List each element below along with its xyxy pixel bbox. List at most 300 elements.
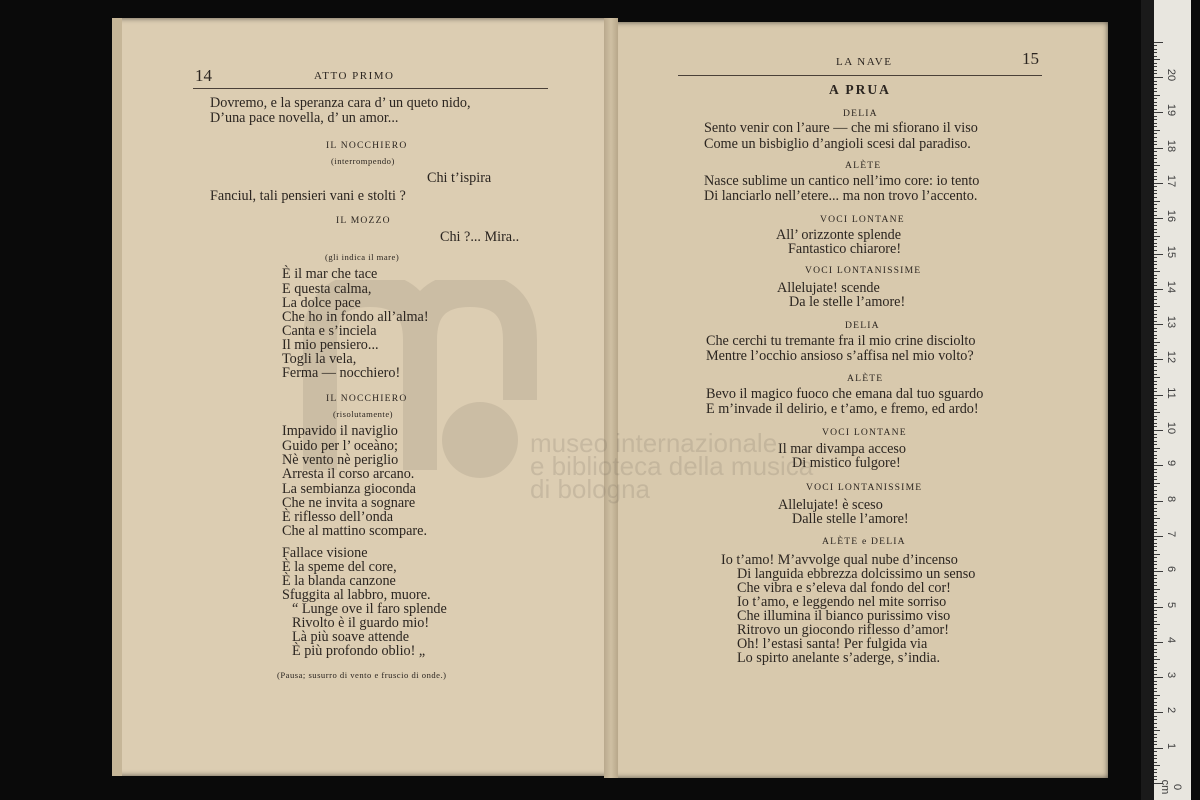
speaker-name: ALÈTE <box>847 373 884 384</box>
ruler-tick <box>1154 112 1163 113</box>
ruler-tick <box>1154 426 1157 427</box>
verse-line: E m’invade il delirio, e t’amo, e fremo, ed ardo! <box>706 401 979 417</box>
ruler-tick <box>1154 617 1157 618</box>
ruler-tick <box>1154 246 1157 247</box>
ruler-tick <box>1154 197 1157 198</box>
ruler-tick <box>1154 508 1157 509</box>
ruler-tick <box>1154 755 1157 756</box>
verse-line: Chi t’ispira <box>427 170 492 186</box>
measurement-ruler <box>1141 0 1191 800</box>
ruler-tick <box>1154 52 1157 53</box>
stage-direction: (Pausa; susurro di vento e fruscio di onde.) <box>277 670 447 680</box>
ruler-tick <box>1154 292 1157 293</box>
verse-line: Di lanciarlo nell’etere... ma non trovo l’accento. <box>704 188 978 204</box>
ruler-tick <box>1154 592 1157 593</box>
ruler-tick <box>1154 631 1157 632</box>
ruler-tick <box>1154 727 1157 728</box>
ruler-tick <box>1154 363 1157 364</box>
ruler-tick <box>1154 709 1157 710</box>
ruler-tick <box>1154 550 1157 551</box>
verse-line: “ Lunge ove il faro splende <box>292 601 447 617</box>
ruler-tick <box>1154 306 1160 307</box>
ruler-tick <box>1154 529 1157 530</box>
ruler-tick <box>1154 77 1163 78</box>
verse-line: La dolce pace <box>282 295 361 311</box>
speaker-name: IL NOCCHIERO <box>326 393 408 404</box>
ruler-number: 16 <box>1165 210 1177 223</box>
verse-line: Fanciul, tali pensieri vani e stolti ? <box>210 188 406 204</box>
verse-line: Che al mattino scompare. <box>282 523 427 539</box>
ruler-tick <box>1154 133 1157 134</box>
ruler-number: 9 <box>1165 460 1177 467</box>
ruler-tick <box>1154 165 1160 166</box>
watermark-line: di bologna <box>530 474 650 504</box>
ruler-tick <box>1154 751 1157 752</box>
ruler-tick <box>1154 652 1157 653</box>
ruler-tick <box>1154 748 1163 749</box>
ruler-tick <box>1154 402 1157 403</box>
stage-direction: (interrompendo) <box>331 156 395 166</box>
ruler-tick <box>1154 137 1157 138</box>
ruler-tick <box>1154 232 1157 233</box>
ruler-tick <box>1154 571 1163 572</box>
ruler-tick <box>1154 405 1157 406</box>
ruler-tick <box>1154 314 1157 315</box>
ruler-tick <box>1154 419 1157 420</box>
stage-direction: (risolutamente) <box>333 409 393 419</box>
verse-line: È la blanda canzone <box>282 573 396 589</box>
ruler-tick <box>1154 441 1157 442</box>
ruler-tick <box>1154 366 1157 367</box>
ruler-tick <box>1154 497 1157 498</box>
ruler-tick <box>1154 635 1157 636</box>
ruler-tick <box>1154 229 1157 230</box>
verse-line: Come un bisbiglio d’angioli scesi dal paradiso. <box>704 136 971 152</box>
ruler-tick <box>1154 257 1157 258</box>
ruler-number: 4 <box>1165 636 1177 643</box>
verse-line: Dovremo, e la speranza cara d’ un queto nido, <box>210 95 471 111</box>
ruler-tick <box>1154 578 1157 579</box>
verse-line: Di mistico fulgore! <box>792 455 901 471</box>
ruler-tick <box>1154 395 1163 396</box>
ruler-tick <box>1154 268 1157 269</box>
verse-line: Il mar divampa acceso <box>778 441 907 457</box>
ruler-tick <box>1154 208 1157 209</box>
ruler-number: 13 <box>1165 315 1177 329</box>
verse-line: Fallace visione <box>282 545 368 561</box>
ruler-number: 5 <box>1165 601 1177 608</box>
ruler-tick <box>1154 455 1157 456</box>
ruler-tick <box>1154 218 1163 219</box>
ruler-tick <box>1154 434 1157 435</box>
verse-line: La sembianza gioconda <box>282 481 416 497</box>
verse-line: È riflesso dell’onda <box>282 509 394 525</box>
ruler-tick <box>1154 123 1157 124</box>
stage-direction: (gli indica il mare) <box>325 252 400 262</box>
ruler-tick <box>1154 352 1157 353</box>
ruler-tick <box>1154 84 1157 85</box>
ruler-tick <box>1154 98 1157 99</box>
ruler-number: 12 <box>1165 351 1177 364</box>
ruler-number: 6 <box>1165 566 1177 573</box>
verse-line: Sento venir con l’aure — che mi sfiorano il viso <box>704 120 978 136</box>
ruler-tick <box>1154 73 1157 74</box>
ruler-tick <box>1154 677 1163 678</box>
ruler-tick <box>1154 568 1157 569</box>
speaker-name: VOCI LONTANISSIME <box>806 482 923 493</box>
ruler-tick <box>1154 688 1157 689</box>
ruler-number: 19 <box>1165 104 1177 117</box>
ruler-tick <box>1154 56 1157 57</box>
ruler-tick <box>1154 681 1157 682</box>
ruler-tick <box>1154 614 1157 615</box>
speaker-name: IL MOZZO <box>336 215 391 226</box>
ruler-tick <box>1154 116 1157 117</box>
ruler-tick <box>1154 328 1157 329</box>
ruler-tick <box>1154 765 1160 766</box>
ruler-tick <box>1154 377 1160 378</box>
ruler-tick <box>1154 525 1157 526</box>
ruler-tick <box>1154 518 1160 519</box>
ruler-tick <box>1154 603 1157 604</box>
verse-line: Mentre l’occhio ansioso s’affisa nel mio volto? <box>706 348 974 364</box>
speaker-name: DELIA <box>845 320 880 331</box>
ruler-tick <box>1154 162 1157 163</box>
ruler-tick <box>1154 81 1157 82</box>
ruler-tick <box>1154 264 1157 265</box>
running-head-right: LA NAVE <box>836 56 893 68</box>
ruler-tick <box>1154 649 1157 650</box>
ruler-tick <box>1154 667 1157 668</box>
ruler-tick <box>1154 109 1157 110</box>
ruler-tick <box>1154 95 1160 96</box>
verse-line: È più profondo oblio! „ <box>292 643 426 659</box>
ruler-tick <box>1154 695 1160 696</box>
ruler-tick <box>1154 779 1157 780</box>
ruler-tick <box>1154 155 1157 156</box>
verse-line: Nasce sublime un cantico nell’imo core: io tento <box>704 173 980 189</box>
ruler-tick <box>1154 148 1163 149</box>
ruler-tick <box>1154 564 1157 565</box>
verse-line: Oh! l’estasi santa! Per fulgida via <box>737 636 928 652</box>
ruler-tick <box>1154 296 1157 297</box>
ruler-tick <box>1154 486 1157 487</box>
ruler-tick <box>1154 734 1157 735</box>
verse-line: Sfuggita al labbro, muore. <box>282 587 431 603</box>
ruler-tick <box>1154 359 1163 360</box>
verse-line: Togli la vela, <box>282 351 357 367</box>
ruler-tick <box>1154 66 1157 67</box>
verse-line: È la speme del core, <box>282 559 397 575</box>
verse-line: È il mar che tace <box>282 266 378 282</box>
ruler-tick <box>1154 151 1157 152</box>
ruler-tick <box>1154 684 1157 685</box>
ruler-tick <box>1154 702 1157 703</box>
speaker-name: ALÈTE e DELIA <box>822 536 906 547</box>
ruler-tick <box>1154 126 1157 127</box>
ruler-tick <box>1154 423 1157 424</box>
ruler-tick <box>1154 225 1157 226</box>
ruler-tick <box>1154 585 1157 586</box>
ruler-tick <box>1154 522 1157 523</box>
ruler-tick <box>1154 554 1160 555</box>
ruler-number: 20 <box>1165 68 1177 82</box>
verse-line: Da le stelle l’amore! <box>789 294 906 310</box>
ruler-tick <box>1154 772 1157 773</box>
ruler-tick <box>1154 119 1157 120</box>
ruler-tick <box>1154 63 1157 64</box>
ruler-number: 7 <box>1165 530 1177 537</box>
ruler-tick <box>1154 638 1157 639</box>
running-head-left: ATTO PRIMO <box>314 70 395 82</box>
ruler-number: 8 <box>1165 495 1177 502</box>
ruler-tick <box>1154 345 1157 346</box>
ruler-tick <box>1154 698 1157 699</box>
ruler-tick <box>1154 388 1157 389</box>
ruler-tick <box>1154 141 1157 142</box>
ruler-tick <box>1154 730 1160 731</box>
verse-line: Ritrovo un giocondo riflesso d’amor! <box>737 622 949 638</box>
ruler-tick <box>1154 211 1157 212</box>
ruler-tick <box>1154 317 1157 318</box>
verse-line: Che cerchi tu tremante fra il mio crine disciolto <box>706 333 976 349</box>
ruler-tick <box>1154 596 1157 597</box>
ruler-tick <box>1154 469 1157 470</box>
ruler-tick <box>1154 88 1157 89</box>
ruler-tick <box>1154 515 1157 516</box>
ruler-tick <box>1154 670 1157 671</box>
ruler-tick <box>1154 628 1157 629</box>
ruler-tick <box>1154 501 1163 502</box>
watermark-line: museo internazionale <box>530 428 778 458</box>
ruler-tick <box>1154 201 1160 202</box>
page-number-right: 15 <box>1022 49 1039 68</box>
ruler-tick <box>1154 179 1157 180</box>
ruler-tick <box>1154 599 1157 600</box>
header-rule-right <box>678 75 1042 76</box>
ruler-tick <box>1154 374 1157 375</box>
ruler-tick <box>1154 621 1157 622</box>
verse-line: Ferma — nocchiero! <box>282 365 401 381</box>
ruler-tick <box>1154 769 1157 770</box>
ruler-number: 17 <box>1165 174 1177 188</box>
ruler-tick <box>1154 105 1157 106</box>
ruler-tick <box>1154 479 1157 480</box>
ruler-tick <box>1154 285 1157 286</box>
ruler-tick <box>1154 575 1157 576</box>
ruler-tick <box>1154 582 1157 583</box>
ruler-tick <box>1154 169 1157 170</box>
verse-line: Lo spirto anelante s’aderge, s’india. <box>737 650 941 666</box>
ruler-tick <box>1154 289 1163 290</box>
ruler-tick <box>1154 338 1157 339</box>
watermark-line: e biblioteca della musica <box>530 451 814 481</box>
ruler-tick <box>1154 511 1157 512</box>
speaker-name: VOCI LONTANISSIME <box>805 265 922 276</box>
ruler-tick <box>1154 691 1157 692</box>
speaker-name: ALÈTE <box>845 160 882 171</box>
ruler-tick <box>1154 303 1157 304</box>
ruler-tick <box>1154 776 1157 777</box>
ruler-tick <box>1154 384 1157 385</box>
ruler-tick <box>1154 762 1157 763</box>
ruler-tick <box>1154 416 1157 417</box>
ruler-tick <box>1154 705 1157 706</box>
ruler-tick <box>1154 91 1157 92</box>
ruler-tick <box>1154 494 1157 495</box>
ruler-tick <box>1154 607 1163 608</box>
ruler-tick <box>1154 624 1160 625</box>
ruler-number: 2 <box>1165 707 1177 714</box>
ruler-tick <box>1154 299 1157 300</box>
ruler-tick <box>1154 261 1157 262</box>
ruler-tick <box>1154 472 1157 473</box>
ruler-tick <box>1154 476 1157 477</box>
page-edge <box>112 18 122 776</box>
speaker-name: VOCI LONTANE <box>820 214 905 225</box>
ruler-tick <box>1154 490 1157 491</box>
ruler-tick <box>1154 49 1157 50</box>
ruler-tick <box>1154 144 1157 145</box>
ruler-tick <box>1154 543 1157 544</box>
ruler-tick <box>1154 557 1157 558</box>
ruler-tick <box>1154 102 1157 103</box>
ruler-tick <box>1154 335 1157 336</box>
ruler-tick <box>1154 451 1157 452</box>
ruler-number: 10 <box>1165 421 1177 435</box>
ruler-tick <box>1154 744 1157 745</box>
ruler-tick <box>1154 465 1163 466</box>
verse-line: Il mio pensiero... <box>282 337 379 353</box>
verse-line: Di languida ebbrezza dolcissimo un senso <box>737 566 976 582</box>
verse-line: Arresta il corso arcano. <box>282 466 415 482</box>
ruler-tick <box>1154 158 1157 159</box>
ruler-tick <box>1154 250 1157 251</box>
ruler-tick <box>1154 659 1160 660</box>
verse-line: Canta e s’inciela <box>282 323 377 339</box>
scene-title: A PRUA <box>829 82 891 97</box>
verse-line: Io t’amo, e leggendo nel mite sorriso <box>737 594 947 610</box>
ruler-tick <box>1154 331 1157 332</box>
ruler-tick <box>1154 398 1157 399</box>
verse-line: Fantastico chiarore! <box>788 241 902 257</box>
ruler-tick <box>1154 190 1157 191</box>
ruler-tick <box>1154 448 1160 449</box>
book-spine <box>604 18 618 778</box>
ruler-tick <box>1154 370 1157 371</box>
verse-line: Là più soave attende <box>292 629 409 645</box>
ruler-tick <box>1154 532 1157 533</box>
ruler-tick <box>1154 271 1160 272</box>
ruler-tick <box>1154 539 1157 540</box>
ruler-tick <box>1154 204 1157 205</box>
ruler-tick <box>1154 130 1160 131</box>
verse-line: Che ne invita a sognare <box>282 495 416 511</box>
header-rule-left <box>193 88 548 89</box>
verse-line: Allelujate! è sceso <box>778 497 883 513</box>
ruler-tick <box>1154 215 1157 216</box>
ruler-tick <box>1154 741 1157 742</box>
verse-line: Io t’amo! M’avvolge qual nube d’incenso <box>721 552 958 568</box>
ruler-tick <box>1154 412 1160 413</box>
ruler-tick <box>1154 437 1157 438</box>
verse-line: Che illumina il bianco purissimo viso <box>737 608 951 624</box>
verse-line: E questa calma, <box>282 281 372 297</box>
ruler-tick <box>1154 458 1157 459</box>
ruler-tick <box>1154 59 1160 60</box>
ruler-number: 15 <box>1165 245 1177 258</box>
verse-line: Chi ?... Mira.. <box>440 229 520 245</box>
ruler-tick <box>1154 239 1157 240</box>
ruler-tick <box>1154 712 1163 713</box>
ruler-tick <box>1154 504 1157 505</box>
ruler-tick <box>1154 278 1157 279</box>
ruler-tick <box>1154 642 1163 643</box>
speaker-name: VOCI LONTANE <box>822 427 907 438</box>
ruler-tick <box>1154 254 1163 255</box>
ruler-tick <box>1154 409 1157 410</box>
ruler-tick <box>1154 656 1157 657</box>
ruler-number: 11 <box>1165 386 1177 399</box>
ruler-tick <box>1154 723 1157 724</box>
verse-line: Guido per l’ oceàno; <box>282 438 398 454</box>
ruler-number: 18 <box>1165 139 1177 152</box>
ruler-tick <box>1154 176 1157 177</box>
ruler-tick <box>1154 737 1157 738</box>
verse-line: Allelujate! scende <box>777 280 880 296</box>
ruler-tick <box>1154 193 1157 194</box>
ruler-tick <box>1154 42 1163 43</box>
ruler-tick <box>1154 356 1157 357</box>
ruler-tick <box>1154 430 1163 431</box>
ruler-tick <box>1154 391 1157 392</box>
ruler-tick <box>1154 275 1157 276</box>
verse-line: Che vibra e s’eleva dal fondo del cor! <box>737 580 951 596</box>
ruler-tick <box>1154 444 1157 445</box>
speaker-name: DELIA <box>843 108 878 119</box>
ruler-tick <box>1154 236 1160 237</box>
ruler-tick <box>1154 324 1163 325</box>
verse-line: Che ho in fondo all’alma! <box>282 309 429 325</box>
ruler-tick <box>1154 719 1157 720</box>
ruler-tick <box>1154 310 1157 311</box>
ruler-number: 3 <box>1165 672 1177 679</box>
page-number-left: 14 <box>195 66 212 85</box>
ruler-tick <box>1154 222 1157 223</box>
ruler-number: 0 cm <box>1159 779 1183 795</box>
ruler-tick <box>1154 610 1157 611</box>
ruler-number: 14 <box>1165 280 1177 293</box>
ruler-tick <box>1154 349 1157 350</box>
verse-line: Bevo il magico fuoco che emana dal tuo sguardo <box>706 386 984 402</box>
verse-line: Nè vento nè periglio <box>282 452 399 468</box>
ruler-tick <box>1154 758 1157 759</box>
verse-line: Rivolto è il guardo mio! <box>292 615 430 631</box>
ruler-tick <box>1154 381 1157 382</box>
ruler-tick <box>1154 186 1157 187</box>
ruler-tick <box>1154 589 1160 590</box>
ruler-tick <box>1154 321 1157 322</box>
ruler-tick <box>1154 663 1157 664</box>
ruler-tick <box>1154 674 1157 675</box>
ruler-tick <box>1154 546 1157 547</box>
verse-line: D’una pace novella, d’ un amor... <box>210 110 399 126</box>
ruler-tick <box>1154 70 1157 71</box>
ruler-tick <box>1154 483 1160 484</box>
ruler-tick <box>1154 561 1157 562</box>
ruler-number: 1 <box>1165 742 1177 749</box>
ruler-tick <box>1154 183 1163 184</box>
